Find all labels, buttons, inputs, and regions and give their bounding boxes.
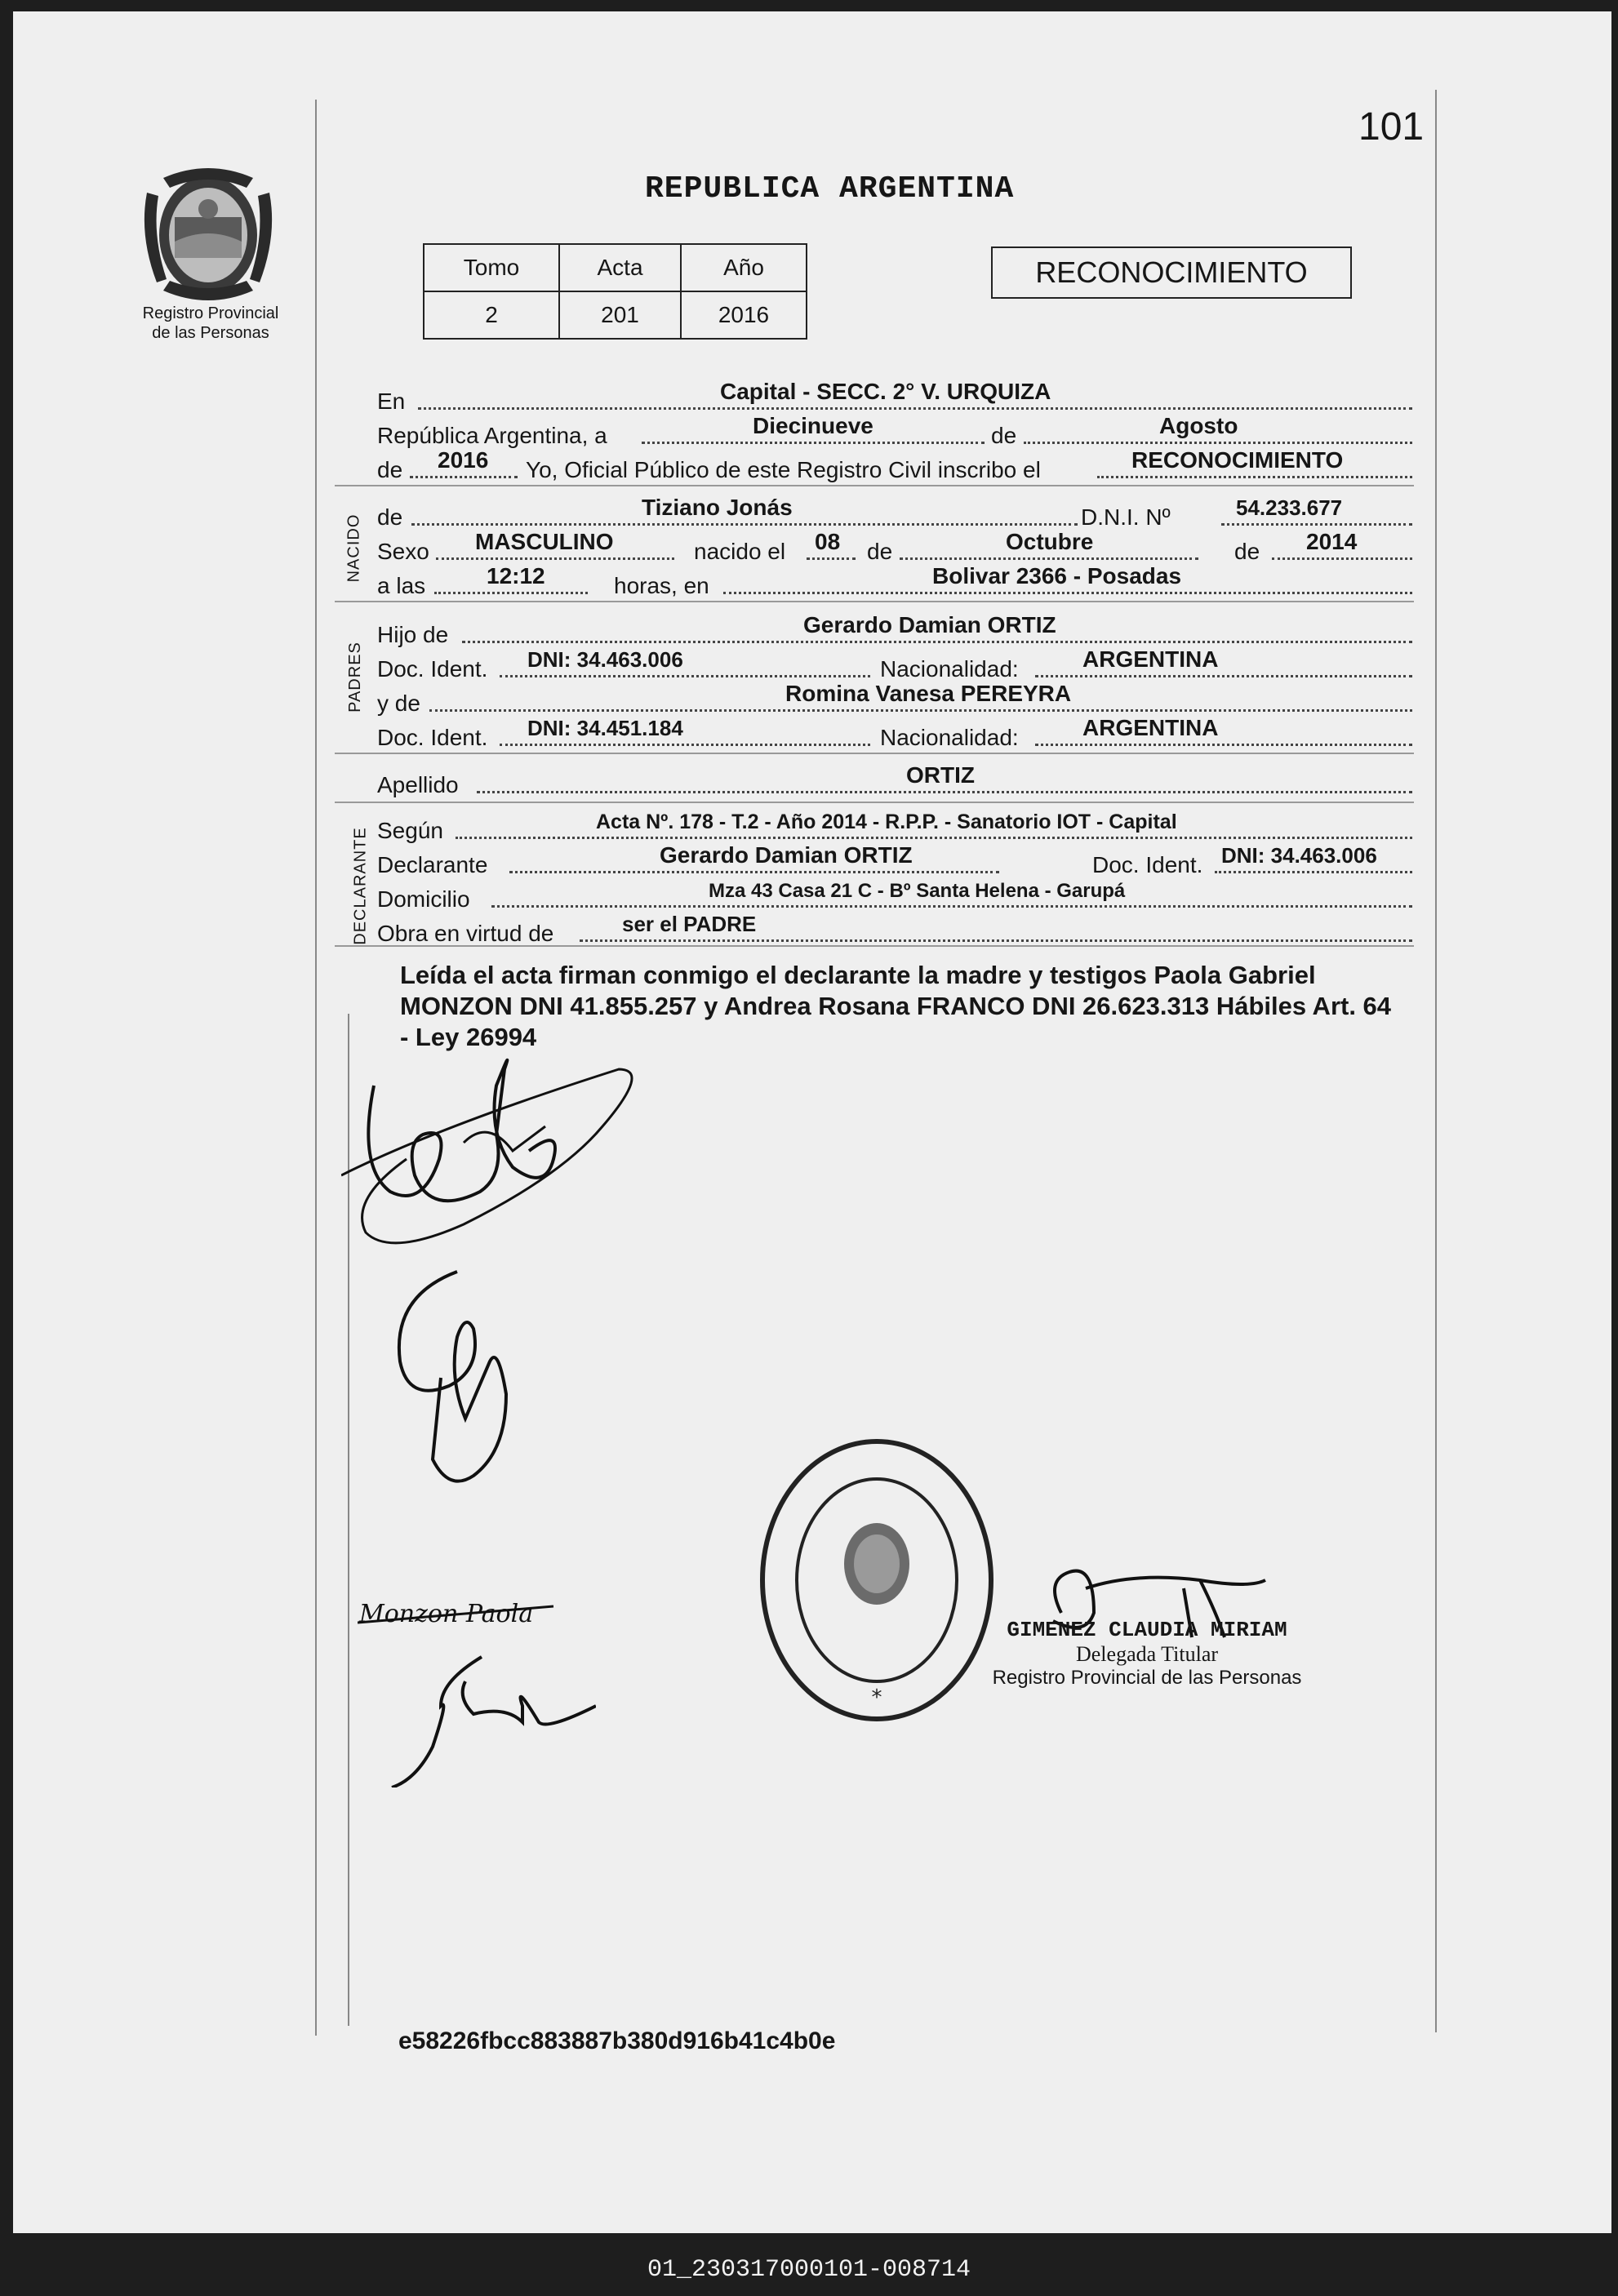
value-month: Agosto [1159, 413, 1238, 438]
value-sex: MASCULINO [475, 529, 614, 554]
province-seal-logo [139, 160, 278, 307]
row-en [377, 379, 1412, 415]
row-date [377, 413, 1412, 449]
value-domicilio: Mza 43 Casa 21 C - Bº Santa Helena - Garupá [709, 880, 1126, 902]
value-segun: Acta Nº. 178 - T.2 - Año 2014 - R.P.P. - Sanatorio IOT - Capital [596, 810, 1177, 833]
label-doc-ident-declarante: Doc. Ident. [1092, 852, 1203, 877]
label-apellido: Apellido [377, 772, 459, 797]
value-acta: 201 [559, 291, 681, 339]
closing-paragraph: Leída el acta firman conmigo el declarante la madre y testigos Paola Gabriel MONZON DNI 41.855.257 y Andrea Rosana FRANCO DNI 26.623.313 Hábiles Art. 64 - Ley 26994 [400, 961, 1392, 1051]
record-type-box: RECONOCIMIENTO [991, 246, 1352, 299]
label-obra: Obra en virtud de [377, 921, 554, 946]
value-father-doc: DNI: 34.463.006 [527, 647, 683, 672]
row-name [377, 495, 1412, 531]
row-time [377, 563, 1412, 599]
divider-nacido [335, 485, 1414, 486]
label-nacionalidad-mother: Nacionalidad: [880, 725, 1019, 750]
label-nacionalidad-father: Nacionalidad: [880, 656, 1019, 682]
value-declarante-doc: DNI: 34.463.006 [1221, 843, 1377, 868]
label-doc-ident-mother: Doc. Ident. [377, 725, 488, 750]
logo-caption-line2: de las Personas [152, 324, 269, 342]
row-sex [377, 529, 1412, 565]
value-obra: ser el PADRE [622, 912, 757, 936]
label-horas-en: horas, en [614, 573, 709, 598]
label-sexo: Sexo [377, 539, 429, 564]
left-margin-line [315, 100, 317, 2036]
row-mother [377, 681, 1412, 717]
label-hijo-de: Hijo de [377, 622, 449, 647]
value-place: Capital - SECC. 2° V. URQUIZA [720, 379, 1051, 404]
label-de-year: de [377, 457, 403, 482]
row-year [377, 447, 1412, 483]
row-segun [377, 810, 1412, 844]
label-declarante: Declarante [377, 852, 488, 877]
witness-signature-2 [384, 1649, 596, 1788]
footer-code: 01_230317000101-008714 [0, 2245, 1618, 2296]
declarante-signature [341, 1037, 635, 1265]
row-father [377, 612, 1412, 648]
svg-text:*: * [871, 1685, 882, 1710]
record-table [423, 243, 807, 340]
header-tomo: Tomo [424, 244, 559, 291]
row-mother-doc [377, 715, 1412, 751]
official-seal-stamp [754, 1433, 999, 1727]
value-day: Diecinueve [753, 413, 873, 438]
row-obra [377, 912, 1412, 947]
official-role: Delegada Titular [1075, 1642, 1219, 1666]
divider-declarante [335, 802, 1414, 803]
document-title: REPUBLICA ARGENTINA [645, 171, 1015, 207]
value-year: 2016 [438, 447, 489, 473]
value-child-name: Tiziano Jonás [642, 495, 793, 520]
label-de: de [991, 423, 1017, 448]
official-name-block [971, 1618, 1322, 1690]
value-mother-nationality: ARGENTINA [1082, 715, 1219, 740]
label-doc-ident-father: Doc. Ident. [377, 656, 488, 682]
label-a-las: a las [377, 573, 426, 598]
official-org: Registro Provincial de las Personas [992, 1667, 1302, 1689]
document-page [13, 11, 1611, 2233]
value-birth-year: 2014 [1306, 529, 1358, 554]
value-child-dni: 54.233.677 [1236, 495, 1343, 520]
value-act-type: RECONOCIMIENTO [1131, 447, 1344, 473]
document-hash: e58226fbcc883887b380d916b41c4b0e [398, 2027, 836, 2054]
label-en: En [377, 389, 406, 414]
page-number: 101 [1358, 105, 1425, 149]
value-birth-time: 12:12 [487, 563, 545, 588]
label-republica: República Argentina, a [377, 423, 607, 448]
divider-padres [335, 601, 1414, 602]
witness-handwritten-name: Monzon Paola [359, 1600, 534, 1628]
value-declarante: Gerardo Damian ORTIZ [660, 842, 913, 868]
label-domicilio: Domicilio [377, 886, 470, 912]
row-domicilio [377, 882, 1412, 913]
logo-caption-line1: Registro Provincial [142, 304, 279, 322]
header-acta: Acta [559, 244, 681, 291]
section-label-padres: PADRES [345, 642, 364, 713]
section-label-declarante: DECLARANTE [351, 827, 370, 945]
mother-signature [384, 1263, 531, 1508]
logo-caption [114, 304, 307, 343]
official-name: GIMENEZ CLAUDIA MIRIAM [1007, 1618, 1287, 1642]
value-ano: 2016 [681, 291, 807, 339]
value-birth-day: 08 [815, 529, 841, 554]
label-segun: Según [377, 818, 443, 843]
label-de-month: de [867, 539, 893, 564]
value-birth-place: Bolivar 2366 - Posadas [932, 563, 1182, 588]
label-nacido-el: nacido el [694, 539, 786, 564]
label-de-birth-year: de [1234, 539, 1260, 564]
label-yo: Yo, Oficial Público de este Registro Civil inscribo el [526, 457, 1041, 482]
value-father-nationality: ARGENTINA [1082, 646, 1219, 672]
value-mother-doc: DNI: 34.451.184 [527, 716, 683, 740]
section-label-nacido: NACIDO [344, 513, 363, 583]
header-ano: Año [681, 244, 807, 291]
divider-apellido [335, 753, 1414, 754]
right-margin-line [1435, 90, 1437, 2032]
value-surname: ORTIZ [906, 762, 975, 788]
value-father-name: Gerardo Damian ORTIZ [803, 612, 1056, 637]
value-mother-name: Romina Vanesa PEREYRA [785, 681, 1072, 706]
label-y-de: y de [377, 691, 420, 716]
row-surname [377, 762, 1412, 798]
label-de-name: de [377, 504, 403, 530]
row-declarante [377, 842, 1412, 878]
row-father-doc [377, 646, 1412, 682]
value-tomo: 2 [424, 291, 559, 339]
value-birth-month: Octubre [1006, 529, 1094, 554]
label-dni: D.N.I. Nº [1081, 504, 1171, 530]
